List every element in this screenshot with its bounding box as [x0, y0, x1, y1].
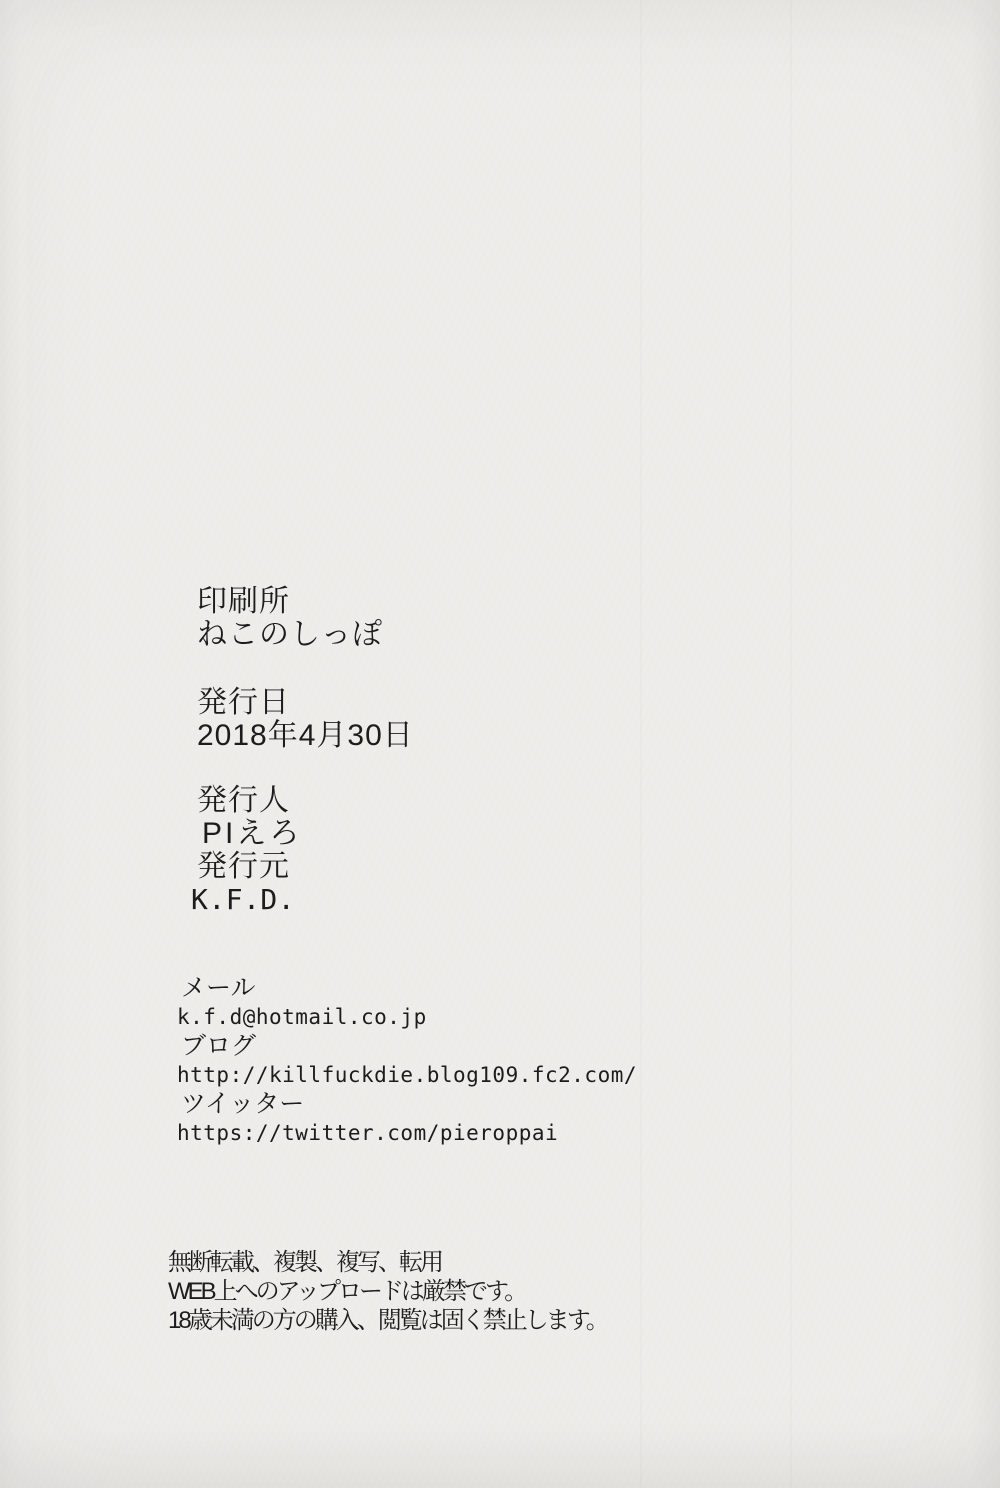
legal-notice-section — [168, 1248, 607, 1335]
scan-artifact-streak — [640, 0, 642, 1488]
mail-label: メール — [181, 974, 256, 1002]
blog-url: http://killfuckdie.blog109.fc2.com/ — [177, 1063, 638, 1087]
publish-date-value: 2018年4月30日 — [197, 719, 414, 752]
blog-label: ブログ — [181, 1032, 257, 1060]
publisher-section — [191, 784, 303, 916]
printer-section — [197, 585, 383, 651]
publisher-label: 発行人 — [197, 784, 290, 817]
twitter-url: https://twitter.com/pieroppai — [177, 1121, 559, 1145]
publishing-origin-label: 発行元 — [197, 850, 290, 883]
notice-line-1: 無断転載、複製、複写、転用 — [168, 1249, 441, 1276]
twitter-label: ツイッター — [181, 1090, 305, 1118]
scan-artifact-streak — [790, 0, 792, 1488]
publisher-name: PIえろ — [202, 817, 303, 850]
printer-name: ねこのしっぽ — [197, 618, 383, 651]
publish-date-label: 発行日 — [197, 686, 290, 719]
publishing-origin-name: K.F.D. — [191, 883, 296, 916]
contact-section — [177, 974, 638, 1148]
publish-date-section — [197, 686, 414, 752]
notice-line-2: WEB上へのアップロードは厳禁です。 — [168, 1278, 526, 1305]
notice-line-3: 18歳未満の方の購入、閲覧は固く禁止します。 — [168, 1307, 607, 1334]
mail-address: k.f.d@hotmail.co.jp — [177, 1005, 427, 1029]
printer-label: 印刷所 — [197, 585, 290, 618]
